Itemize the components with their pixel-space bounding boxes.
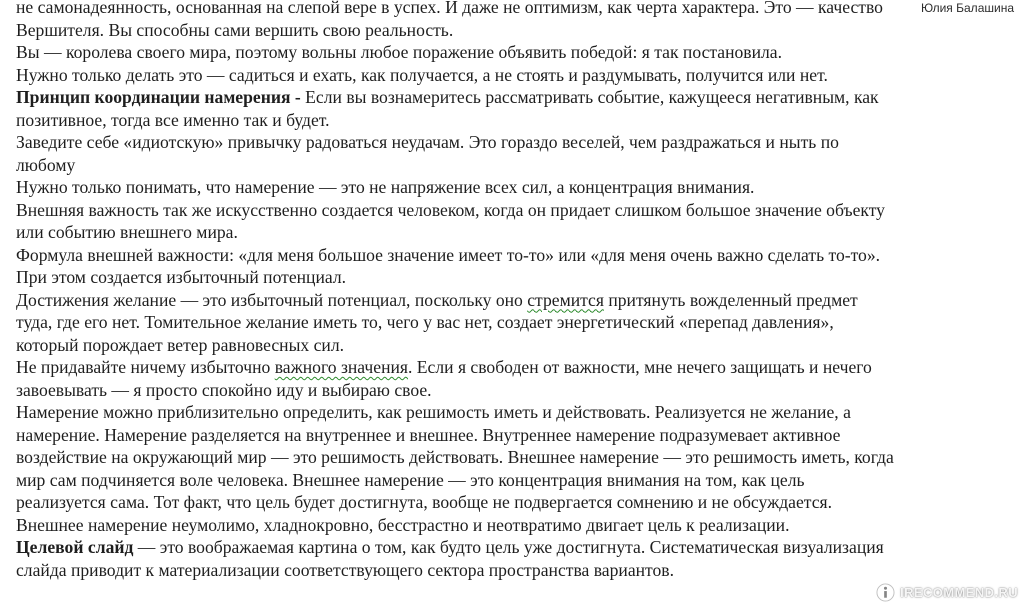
text-line: Внешняя важность так же искусственно создается человеком, когда он придает слишком большое значение объекту: [16, 199, 885, 220]
text-line: любому: [16, 154, 76, 175]
text-fragment: — это воображаемая картина о том, как будто цель уже достигнута. Систематическая визуализация: [133, 537, 884, 557]
text-line: намерение. Намерение разделяется на внутреннее и внешнее. Внутреннее намерение подразумевает активное: [16, 424, 841, 445]
text-line: туда, где его нет. Томительное желание иметь то, чего у вас нет, создает энергетический «перепад давления»,: [16, 312, 834, 332]
watermark: [876, 583, 1018, 602]
text-line: мир сам подчиняется воле человека. Внешнее намерение — это концентрация внимания на том, как цель: [16, 469, 805, 490]
text-fragment: Достижения желание — это избыточный потенциал, поскольку оно: [16, 289, 528, 310]
text-line: [16, 356, 1016, 379]
irecommend-logo-icon: [876, 583, 895, 602]
text-line: Заведите себе «идиотскую» привычку радоваться неудачам. Это гораздо веселей, чем раздражаться и ныть по: [16, 132, 839, 152]
spellcheck-phrase: важного значения: [274, 357, 408, 377]
text-fragment: . Если я свободен от важности, мне нечего защищать и нечего: [408, 357, 872, 377]
spellcheck-word: стремится: [527, 289, 604, 310]
text-line: завоевывать — я просто спокойно иду и выбираю свое.: [16, 379, 432, 400]
text-line: позитивное, тогда все именно так и будет.: [16, 109, 330, 130]
text-line: Внешнее намерение неумолимо, хладнокровно, бесстрастно и неотвратимо двигает цель к реализации.: [16, 514, 790, 535]
text-line: Нужно только делать это — садиться и ехать, как получается, а не стоять и раздумывать, получится или нет.: [16, 64, 828, 85]
text-line: который порождает ветер равновесных сил.: [16, 334, 345, 355]
text-line: не самонадеянность, основанная на слепой вере в успех. И даже не оптимизм, как черта характера. Это — качество: [16, 0, 883, 17]
text-fragment: Если вы вознамеритесь рассматривать событие, кажущееся негативным, как: [300, 87, 879, 107]
principle-heading: Принцип координации намерения -: [16, 87, 301, 107]
text-line: [16, 289, 1016, 312]
author-name: Юлия Балашина: [921, 1, 1014, 15]
text-line: Нужно только понимать, что намерение — это не напряжение всех сил, а концентрация внимания.: [16, 177, 755, 197]
text-line: Намерение можно приблизительно определить, как решимость иметь и действовать. Реализуется не желание, а: [16, 402, 851, 422]
text-fragment: Не придавайте ничему избыточно: [16, 357, 275, 377]
text-line: Вершителя. Вы способны сами вершить свою реальность.: [16, 19, 454, 40]
watermark-text: IRECOMMEND.RU: [900, 585, 1018, 600]
text-line: При этом создается избыточный потенциал.: [16, 267, 347, 287]
text-line: или событию внешнего мира.: [16, 222, 238, 242]
document-text: [16, 0, 1016, 581]
text-line: слайда приводит к материализации соответствующего сектора пространства вариантов.: [16, 559, 675, 580]
text-line: реализуется сама. Тот факт, что цель будет достигнута, вообще не подвергается сомнению и не обсуждается.: [16, 492, 833, 512]
text-line: воздействие на окружающий мир — это решимость действовать. Внешнее намерение — это решимость иметь, когда: [16, 447, 894, 467]
text-line: Вы — королева своего мира, поэтому вольны любое поражение объявить победой: я так постановила.: [16, 42, 783, 62]
text-fragment: притянуть вожделенный предмет: [603, 289, 858, 310]
text-line: [16, 536, 1016, 559]
text-line: Формула внешней важности: «для меня большое значение имеет то-то» или «для меня очень важно сделать то-то».: [16, 244, 881, 265]
target-slide-heading: Целевой слайд: [16, 537, 134, 557]
text-line: [16, 86, 1016, 109]
